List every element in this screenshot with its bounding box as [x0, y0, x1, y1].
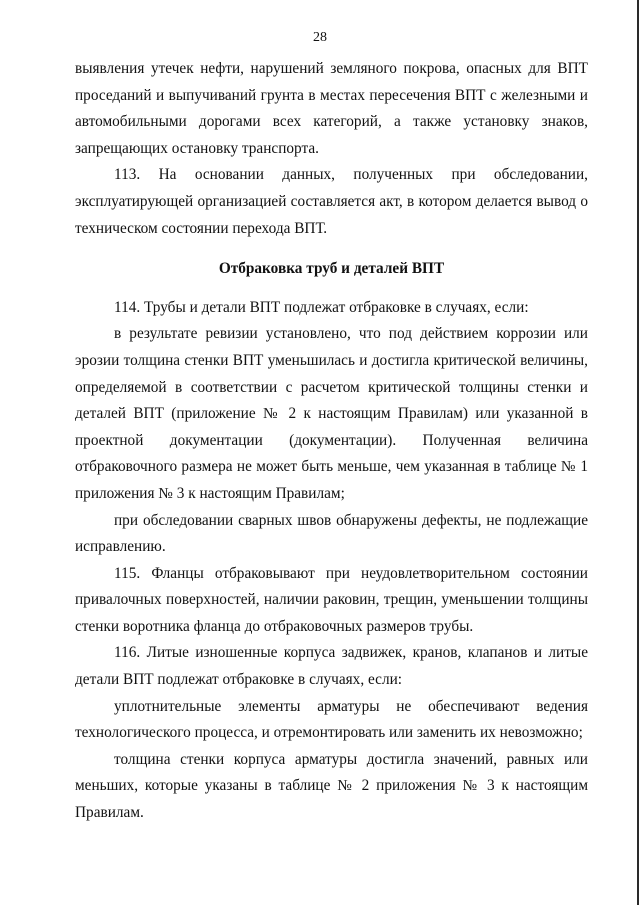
paragraph-116-item-a: уплотнительные элементы арматуры не обеспечивают ведения технологического процесса, и отремонтировать или заменить их невозможно;: [75, 697, 588, 742]
paragraph-continuation: выявления утечек нефти, нарушений земляного покрова, опасных для ВПТ проседаний и выпучиваний грунта в местах пересечения ВПТ с железными и автомобильными дорогами всех категорий, а также установку знаков, запрещающих остановку транспорта.: [75, 60, 588, 157]
paragraph-114: 114. Трубы и детали ВПТ подлежат отбраковке в случаях, если:: [114, 298, 529, 316]
paragraph-116-item-b: толщина стенки корпуса арматуры достигла значений, равных или меньших, которые указаны в таблице № 2 приложения № 3 к настоящим Правилам.: [75, 750, 588, 822]
paragraph-114-item-a: в результате ревизии установлено, что под действием коррозии или эрозии толщина стенки ВПТ уменьшилась и достигла критической величины, определяемой в соответствии с расчетом критической толщины стенки и деталей ВПТ (приложение № 2 к настоящим Правилам) или указанной в проектной документации (документации). Полученная величина отбраковочного размера не может быть меньше, чем указанная в таблице № 1 приложения № 3 к настоящим Правилам;: [75, 325, 588, 502]
paragraph-116: 116. Литые изношенные корпуса задвижек, кранов, клапанов и литые детали ВПТ подлежат отбраковке в случаях, если:: [75, 644, 588, 689]
page-edge-shadow: [637, 0, 639, 905]
paragraph-114-item-b: при обследовании сварных швов обнаружены дефекты, не подлежащие исправлению.: [75, 511, 588, 556]
document-body: [75, 56, 588, 827]
paragraph-113: 113. На основании данных, полученных при обследовании, эксплуатирующей организацией составляется акт, в котором делается вывод о техническом состоянии перехода ВПТ.: [75, 166, 588, 237]
section-heading: Отбраковка труб и деталей ВПТ: [218, 260, 445, 278]
paragraph-115: 115. Фланцы отбраковывают при неудовлетворительном состоянии привалочных поверхностей, наличии раковин, трещин, уменьшении толщины стенки воротника фланца до отбраковочных размеров трубы.: [75, 564, 588, 635]
page-number: 28: [313, 30, 327, 45]
